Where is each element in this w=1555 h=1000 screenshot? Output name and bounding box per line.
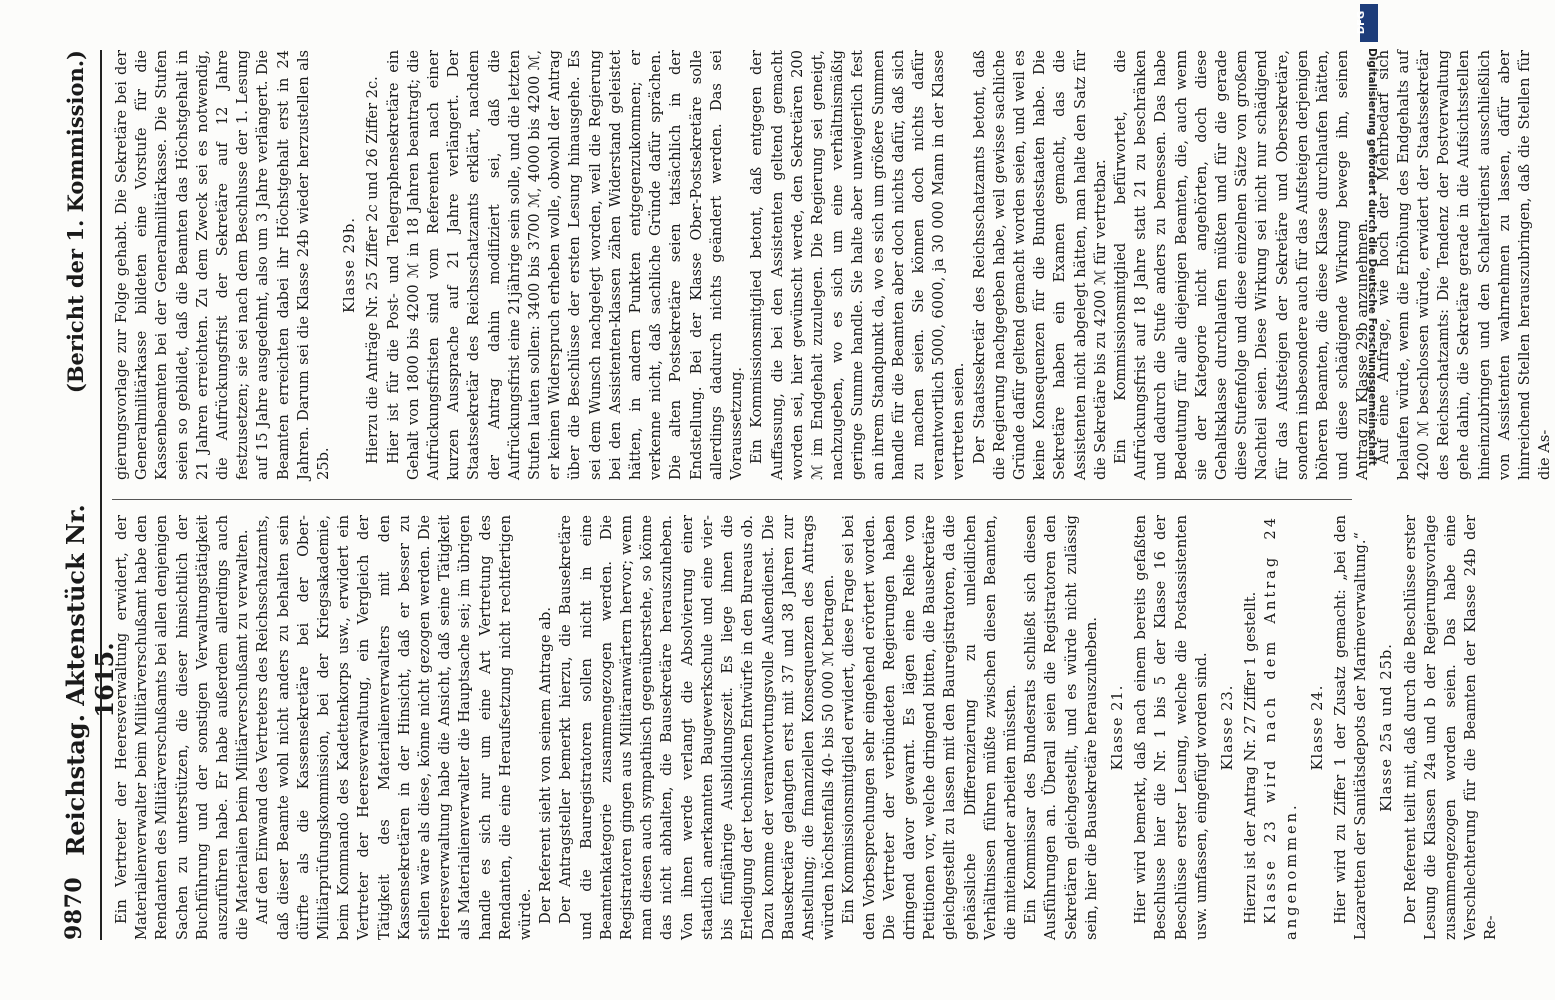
left-column [112,515,1500,940]
paragraph: Auf den Einwand des Vertreters des Reichsschatzamts, daß dieser Beamte wohl nicht anders zu behalten sein dürfte als die Kassensekretäre bei der Ober-Militärprüfungskommission, bei der Kriegsakademie, beim Kommando des Kadettenkorps usw., erwidert ein Vertreter der Heeresverwaltung, ein Vergleich der Tätigkeit des Materialienverwalters mit den Kassensekretären in der Hinsicht, daß er besser zu stellen wäre als diese, könne nicht gezogen werden. Die Heeresverwaltung habe die Ansicht, daß seine Tätigkeit als Materialienverwalter die Hauptsache sei; im übrigen handle es sich nur um eine Art Vertretung des Rendanten, die eine Heraufsetzung nicht rechtfertigen würde. [254,515,535,940]
digitization-credit: Digitalisierung gefördert durch die Deutsche Forschungsgemeinschaft [1366,48,1378,466]
page-number: 9870 [61,876,87,940]
paragraph: Ein Vertreter der Heeresverwaltung erwidert, der Materialienverwalter beim Militärverschußamt habe den Rendanten des Militärverschußamts bei allen denjenigen Sachen zu unterstützen, die dieser hinsichtlich der Buchführung und der sonstigen Verwaltungstätigkeit auszuführen habe. Er habe außerdem allerdings auch die Materialien beim Militärverschußamt zu verwalten. [113,515,252,940]
paragraph: Ein Kommissionsmitglied betont, daß entgegen der Auffassung, die bei den Assistenten geltend gemacht worden sei, hier gewünscht werde, den Sekretären 200 ℳ im Endgehalt zuzulegen. Die Regierung sei geneigt, nachzugeben, wo es sich um eine verhältnismäßig geringe Summe handle. Sie halte aber unweigerlich fest an ihrem Standpunkt da, wo es sich um größere Summen handle für die Beamten aber doch nichts dafür, daß sich zu machen seien. Sie können doch nichts dafür verantwortlich 5000, 6000, ja 30 000 Mann in der Klasse vertreten seien. [748,50,968,480]
document-title: Reichstag. Aktenstück Nr. 1615. [61,504,119,856]
section-heading: Klasse 23. [1218,684,1236,771]
paragraph: Ein Kommissionsmitglied erwidert, diese Frage sei bei den Vorbesprechungen sehr eingehend erörtert worden. Die Vertreter der verbündeten Regierungen haben dringend davor gewarnt. Es lägen eine Reihe von Petitionen vor, welche dringend bitten, die Bausekretäre gleichgestellt zu lassen mit den Bauregistratoren, da die gehässliche Differenzierung zu unleidlichen Verhältnissen führen müßte zwischen diesen Beamten, die miteinander arbeiten müssten. [840,515,1019,940]
paragraph: Der Referent teilt mit, daß durch die Beschlüsse erster Lesung die Klassen 24a und b der Regierungsvorlage zusammengezogen worden seien. Das habe eine Verschlechterung für die Beamten der Klasse 24b der Re- [1401,515,1500,940]
section-heading: Klasse 29b. [341,216,359,314]
section-heading: Klasse 21. [1108,684,1126,771]
column-divider [112,499,1352,500]
paragraph: gierungsvorlage zur Folge gehabt. Die Sekretäre bei der Generalmilitärkasse bildeten eine Vorstufe für die Kassenbeamten bei der Generalmilitärkasse. Die Stufen seien so gebildet, daß die Beamten das Höchstgehalt in 21 Jahren erreichten. Zu dem Zweck sei es notwendig, die Aufrückungsfrist der Sekretäre auf 12 Jahre festzusetzen; sie sei nach dem Beschlusse der 1. Lesung auf 15 Jahre ausgedehnt, also um 3 Jahre verlängert. Die Beamten erreichten dabei ihr Höchstgehalt erst in 24 Jahren. Darum sei die Klasse 24b wieder herzustellen als 25b. [113,50,333,480]
paragraph: Der Referent sieht von seinem Antrage ab. [537,607,555,924]
paragraph: Hier wird zu Ziffer 1 der Zusatz gemacht: „bei den Lazaretten der Sanitätsdepots der Marineverwaltung.“ [1331,515,1370,940]
paragraph: Hierzu die Anträge Nr. 25 Ziffer 2c und 26 Ziffer 2c. [364,76,382,464]
paragraph: Klasse 23 wird nach dem Antrag 24 angenommen. [1262,515,1300,940]
section-heading: Klasse 24. [1308,684,1326,771]
header-rule [100,50,102,940]
paragraph: Hierzu ist der Antrag Nr. 27 Ziffer 1 gestellt. [1242,591,1260,924]
paragraph: Hier wird bemerkt, daß nach einem bereits gefaßten Beschlusse hier die Nr. 1 bis 5 der Klasse 16 der Beschlüsse erster Lesung, welche die Postassistenten usw. umfassen, eingefügt worden sind. [1132,515,1210,940]
page-header [55,50,119,940]
paragraph: Auf eine Anfrage, wie hoch der Mehrbedarf sich belaufen würde, wenn die Erhöhung des Endgehalts auf 4200 ℳ beschlossen würde, erwidert der Staatssekretär des Reichsschatzamts: Die Tendenz der Postverwaltung gehe dahin, die Sekretäre gerade in die Aufsichtsstellen hineinzubringen und den Schalterdienst ausschließlich von Assistenten wahrnehmen zu lassen, dafür aber hinreichend Stellen herauszubringen, daß die Stellen für die As- [1374,50,1554,480]
paragraph: Hier ist für die Post- und Telegraphensekretäre ein Gehalt von 1800 bis 4200 ℳ in 18 Jahren beantragt; die Aufrückungsfristen sind vom Referenten nach einer kurzen Aussprache auf 21 Jahre verlängert. Der Staatssekretär des Reichsschatzamts erklärt, nachdem der Antrag dahin modifiziert sei, daß die Aufrückungsfrist eine 21jährige sein solle, und die letzten Stufen lauten sollen: 3400 bis 3700 ℳ, 4000 bis 4200 ℳ, er keinen Widerspruch erheben wolle, obwohl der Antrag über die Beschlüsse der ersten Lesung hinausgehe. Es sei dem Wunsch nachgelegt worden, weil die Regierung bei den Assistenten-klassen zähen Widerstand geleistet hätten, in andern Punkten entgegenzukommen; er verkenne nicht, daß sachliche Gründe dafür sprächen. Die alten Postsekretäre seien tatsächlich in der Endstellung. Bei der Klasse Ober-Postsekretäre solle allerdings dadurch nichts geändert werden. Das sei Voraussetzung. [384,49,746,480]
paragraph: Ein Kommissar des Bundesrats schließt sich diesen Ausführungen an. Überall seien die Registratoren den Sekretären gleichgestellt, und es würde nicht zulässig sein, hier die Bausekretäre herauszuheben. [1022,515,1100,940]
paragraph: Der Staatssekretär des Reichsschatzamts betont, daß die Regierung nachgegeben habe, weil gewisse sachliche Gründe dafür geltend gemacht worden seien, und weil es keine Konsequenzen für die Bundesstaaten habe. Die Sekretäre haben ein Examen gemacht, das die Assistenten nicht abgelegt hätten, man halte den Satz für die Sekretäre bis zu 4200 ℳ für vertretbar. [970,50,1109,480]
dfg-logo: DFG [1360,4,1378,42]
section-heading: Klasse 25a und 25b. [1378,643,1396,812]
paragraph: Der Antragsteller bemerkt hierzu, die Bausekretäre und die Bauregistratoren sollen nicht in eine Beamtenkategorie zusammengezogen werden. Die Registratoren gingen aus Militäranwärtern hervor; wenn man diesen auch sympathisch gegenüberstehe, so könne das nicht abhalten, die Bausekretäre herauszuheben. Von ihnen werde verlangt die Absolvierung einer staatlich anerkannten Baugewerkschule und eine vier- bis fünfjährige Ausbildungszeit. Es liege ihnen die Erledigung der technischen Entwürfe in den Bureaus ob. Dazu komme der verantwortungsvolle Außendienst. Die Bausekretäre gelangten erst mit 37 und 38 Jahren zur Anstellung; die finanziellen Konsequenzen des Antrags würden höchstenfalls 40- bis 50 000 ℳ betragen. [557,515,838,940]
section-title: (Bericht der 1. Kommission.) [63,50,88,394]
paragraph: Ein Kommissionsmitglied befürwortet, die Aufrückungsfrist auf 18 Jahre statt 21 zu beschränken und dadurch die Stufe anders zu bemessen. Das habe Bedeutung für alle diejenigen Beamten, die, auch wenn sie der Kategorie nicht angehörten, doch diese Gehaltsklasse durchlaufen müßten und für die gerade diese Stufenfolge und diese einzelnen Sätze von großem Nachteil seien. Diese Wirkung sei nicht nur schädigend für das Aufsteigen der Sekretäre und Obersekretäre, sondern insbesondere auch für das Aufsteigen derjenigen höheren Beamten, die diese Klasse durchlaufen hätten, und diese schädigende Wirkung bewege ihn, seinen Antrag zu Klasse 29b anzunehmen. [1111,50,1372,480]
